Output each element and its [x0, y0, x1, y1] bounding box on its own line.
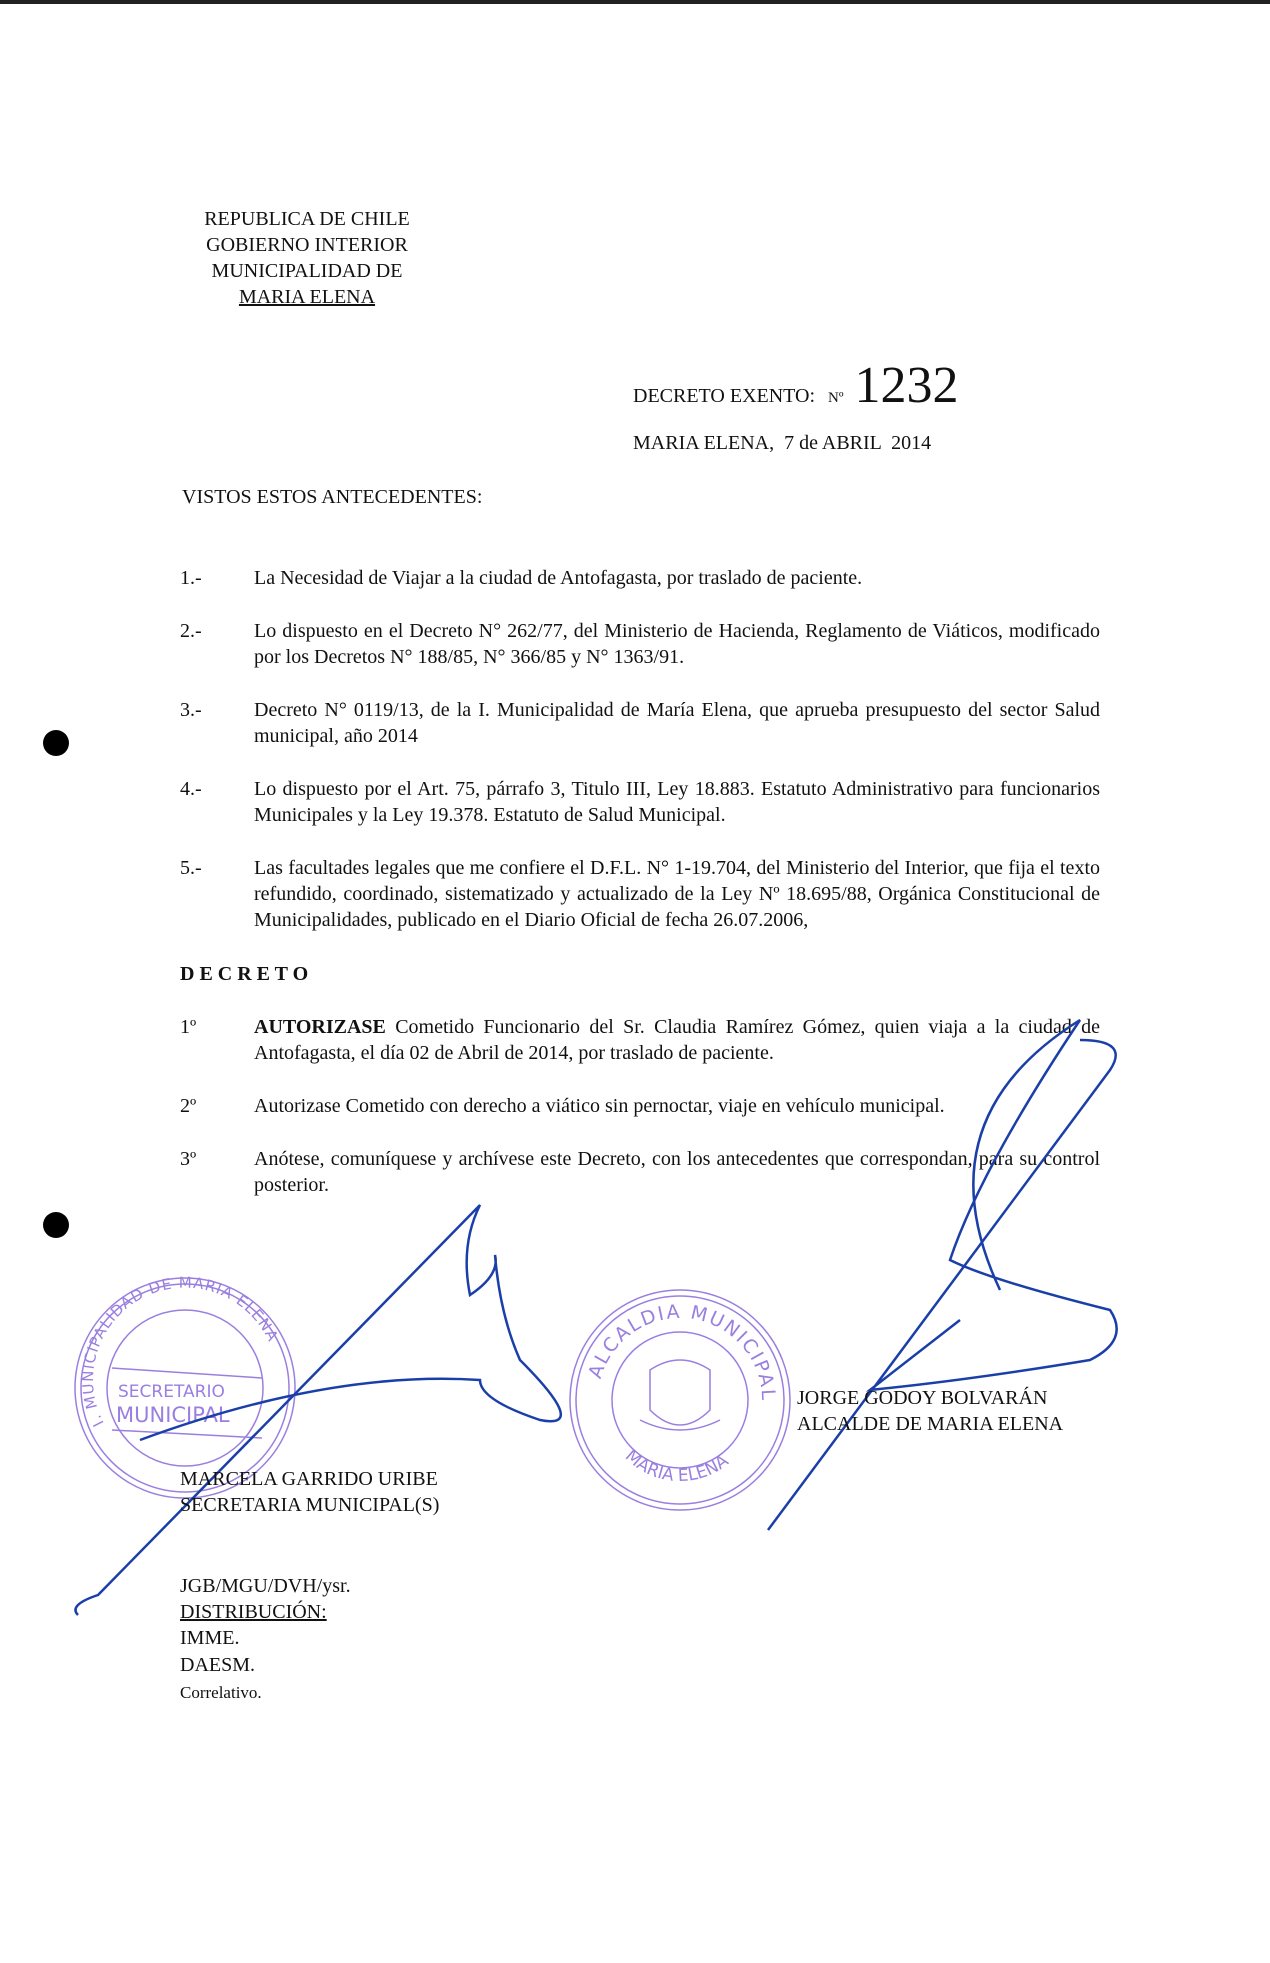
item-number: 5.-	[180, 857, 202, 879]
coat-of-arms-icon	[650, 1360, 710, 1425]
mayor-name: JORGE GODOY BOLVARÁN	[797, 1387, 1048, 1409]
item-bold: AUTORIZASE	[254, 1016, 386, 1038]
item-text: Decreto N° 0119/13, de la I. Municipalidad de María Elena, que aprueba presupuesto del sector Salud municipal, año 2014	[254, 699, 1100, 747]
distribution-item: DAESM.	[180, 1654, 256, 1676]
secretary-title: SECRETARIA MUNICIPAL(S)	[180, 1494, 440, 1516]
stamp-top-text: ALCALDIA MUNICIPAL	[584, 1300, 780, 1403]
letterhead-line: MUNICIPALIDAD DE	[211, 260, 403, 282]
mayor-stamp	[570, 1290, 790, 1510]
mayor-title: ALCALDE DE MARIA ELENA	[797, 1413, 1064, 1435]
item-number: 4.-	[180, 778, 202, 800]
distribution-label: DISTRIBUCIÓN:	[180, 1601, 327, 1623]
item-text: Autorizase Cometido con derecho a viático sin pernoctar, viaje en vehículo municipal.	[254, 1095, 945, 1117]
decree-number-prefix: Nº	[828, 390, 844, 406]
place-date: MARIA ELENA, 7 de ABRIL 2014	[633, 432, 932, 454]
item-text: La Necesidad de Viajar a la ciudad de Antofagasta, por traslado de paciente.	[254, 567, 863, 589]
stamp-outer-text: I. MUNICIPALIDAD DE MARIA ELENA	[78, 1273, 283, 1430]
vistos-title: VISTOS ESTOS ANTECEDENTES:	[182, 486, 483, 508]
letterhead-line: MARIA ELENA	[238, 286, 376, 308]
item-body: Cometido Funcionario del Sr. Claudia Ramírez Gómez, quien viaja a la ciudad de Antofagasta, el día 02 de Abril de 2014, por traslado de paciente.	[254, 1016, 1100, 1064]
stamp-inner-text: SECRETARIO	[118, 1382, 225, 1402]
item-number: 1.-	[180, 567, 202, 589]
item-number: 2.-	[180, 620, 202, 642]
item-text: Anótese, comuníquese y archívese este Decreto, con los antecedentes que correspondan, para su control posterior.	[254, 1148, 1100, 1196]
secretary-name: MARCELA GARRIDO URIBE	[180, 1468, 438, 1490]
item-text: Lo dispuesto en el Decreto N° 262/77, del Ministerio de Hacienda, Reglamento de Viáticos, modificado por los Decretos N° 188/85, N° 366/85 y N° 1363/91.	[254, 620, 1100, 668]
item-text: Las facultades legales que me confiere el D.F.L. N° 1-19.704, del Ministerio del Interior, que fija el texto refundido, coordinado, sistematizado y actualizado de la Ley Nº 18.695/88, Orgánica Constitucional de Municipalidades, publicado en el Diario Oficial de fecha 26.07.2006,	[254, 857, 1100, 931]
signature	[76, 1020, 1117, 1615]
letterhead-line: GOBIERNO INTERIOR	[206, 234, 408, 256]
distribution-item: Correlativo.	[180, 1683, 262, 1702]
stamp-bottom-text: MARIA ELENA	[621, 1446, 733, 1487]
item-number: 2º	[180, 1095, 197, 1117]
item-number: 3.-	[180, 699, 202, 721]
initials: JGB/MGU/DVH/ysr.	[180, 1575, 351, 1597]
distribution-item: IMME.	[180, 1627, 240, 1649]
letterhead-line: REPUBLICA DE CHILE	[204, 208, 410, 230]
item-text: Lo dispuesto por el Art. 75, párrafo 3, Titulo III, Ley 18.883. Estatuto Administrativo para funcionarios Municipales y la Ley 19.378. Estatuto de Salud Municipal.	[254, 778, 1100, 826]
decreto-title: D E C R E T O	[180, 963, 309, 985]
secretary-stamp	[75, 1274, 295, 1498]
svg-text:MARIA ELENA	[621, 1446, 733, 1486]
stamp-inner-text: MUNICIPAL	[116, 1403, 230, 1427]
decree-number: 1232	[854, 357, 959, 414]
item-number: 1º	[180, 1016, 197, 1038]
item-number: 3º	[180, 1148, 197, 1170]
decree-label: DECRETO EXENTO:	[633, 385, 816, 407]
